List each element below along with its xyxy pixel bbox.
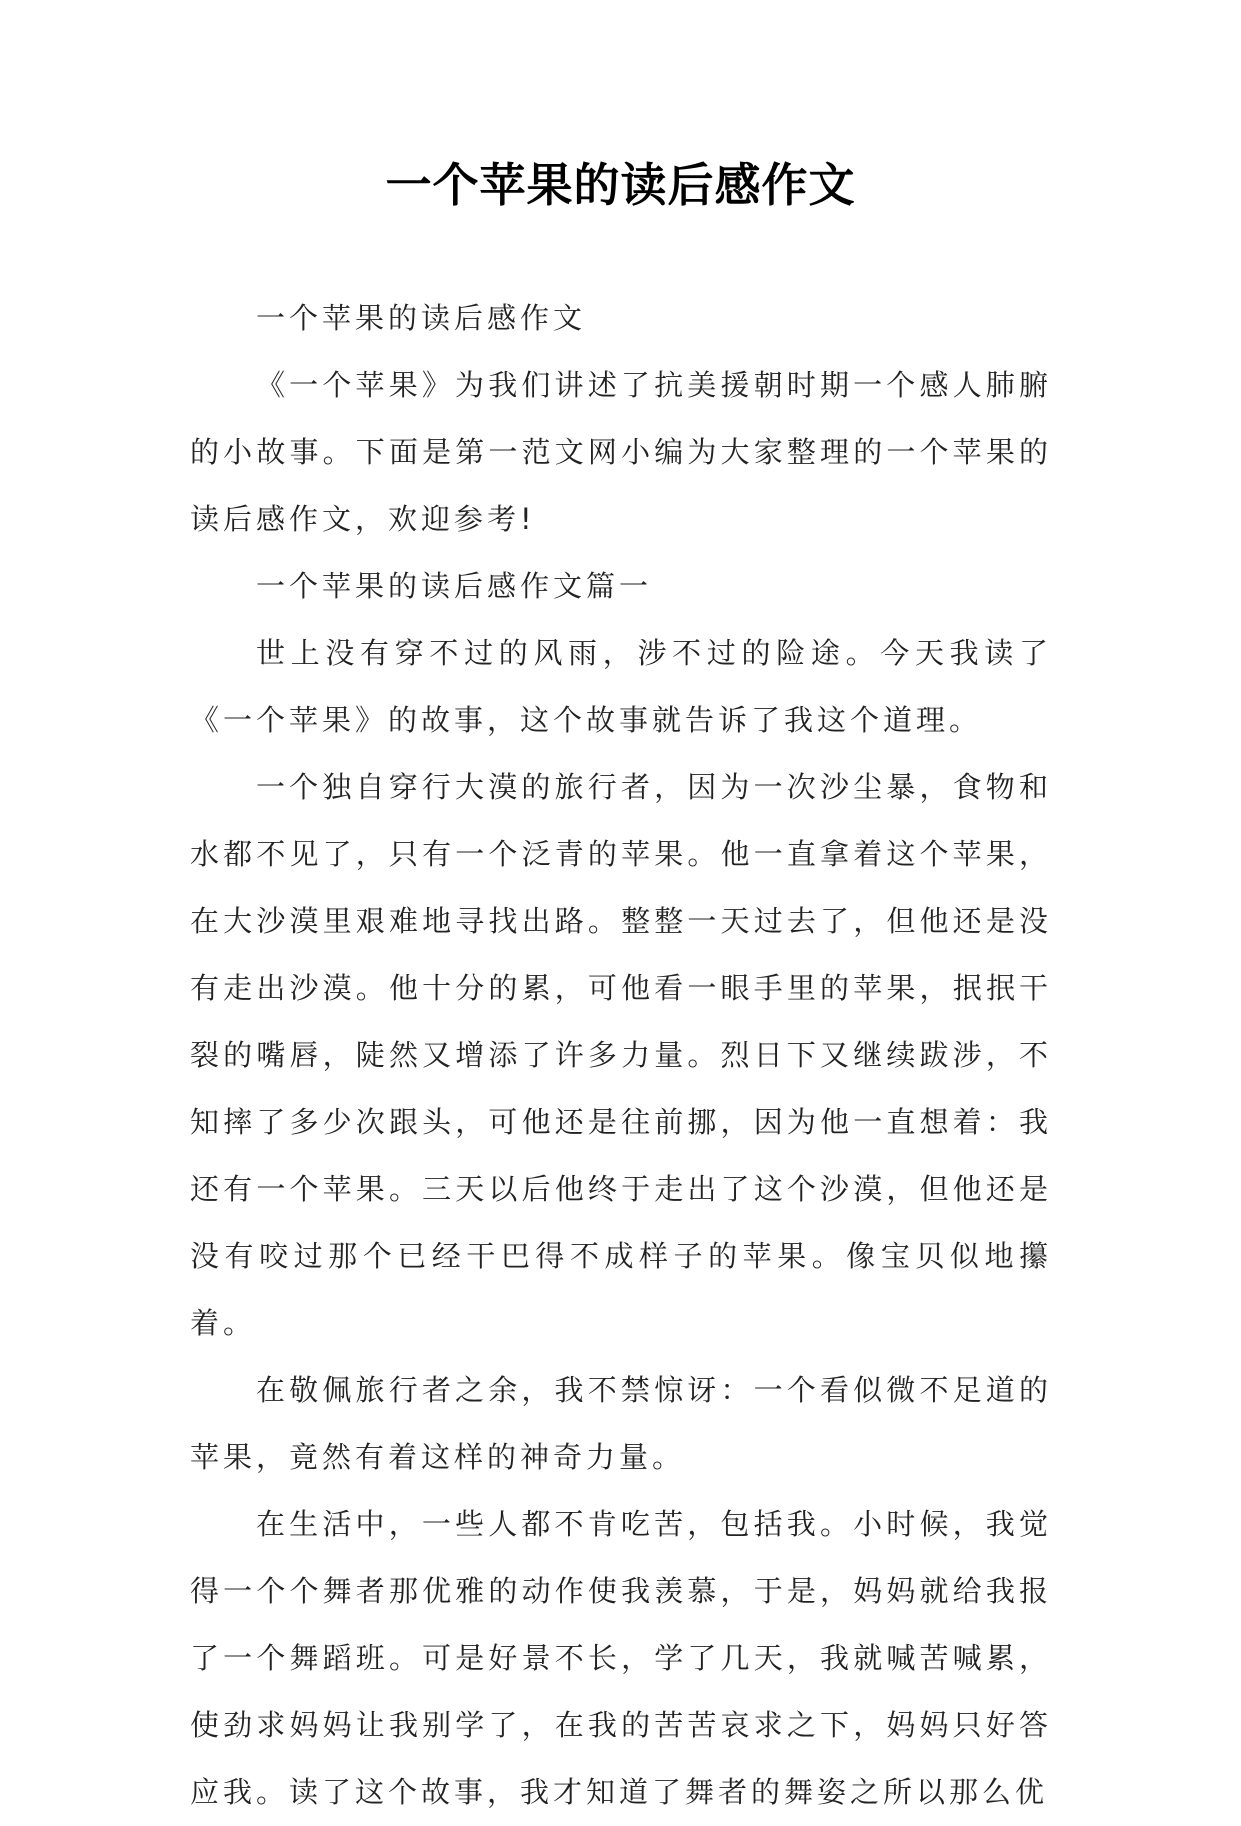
paragraph: 在生活中，一些人都不肯吃苦，包括我。小时候，我觉得一个个舞者那优雅的动作使我羡慕，于是，妈妈就给我报了一个舞蹈班。可是好景不长，学了几天，我就喊苦喊累，使劲求妈妈让我别学了，在我的苦苦哀求之下，妈妈只好答应我。读了这个故事，我才知道了舞者的舞姿之所以那么优 (190, 1507, 1052, 1809)
document-title: 一个苹果的读后感作文 (385, 158, 856, 212)
document-body (190, 285, 1052, 1826)
section-heading: 一个苹果的读后感作文篇一 (256, 569, 653, 603)
paragraph-intro: 《一个苹果》为我们讲述了抗美援朝时期一个感人肺腑的小故事。下面是第一范文网小编为大家整理的一个苹果的读后感作文，欢迎参考! (190, 368, 1052, 536)
paragraph: 一个独自穿行大漠的旅行者，因为一次沙尘暴，食物和水都不见了，只有一个泛青的苹果。他一直拿着这个苹果，在大沙漠里艰难地寻找出路。整整一天过去了，但他还是没有走出沙漠。他十分的累，可他看一眼手里的苹果，抿抿干裂的嘴唇，陡然又增添了许多力量。烈日下又继续跋涉，不知摔了多少次跟头，可他还是往前挪，因为他一直想着：我还有一个苹果。三天以后他终于走出了这个沙漠，但他还是没有咬过那个已经干巴得不成样子的苹果。像宝贝似地攥着。 (190, 770, 1052, 1340)
paragraph: 世上没有穿不过的风雨，涉不过的险途。今天我读了《一个苹果》的故事，这个故事就告诉了我这个道理。 (190, 636, 1052, 737)
paragraph-heading: 一个苹果的读后感作文 (256, 301, 587, 335)
paragraph: 在敬佩旅行者之余，我不禁惊讶：一个看似微不足道的苹果，竟然有着这样的神奇力量。 (190, 1373, 1052, 1474)
